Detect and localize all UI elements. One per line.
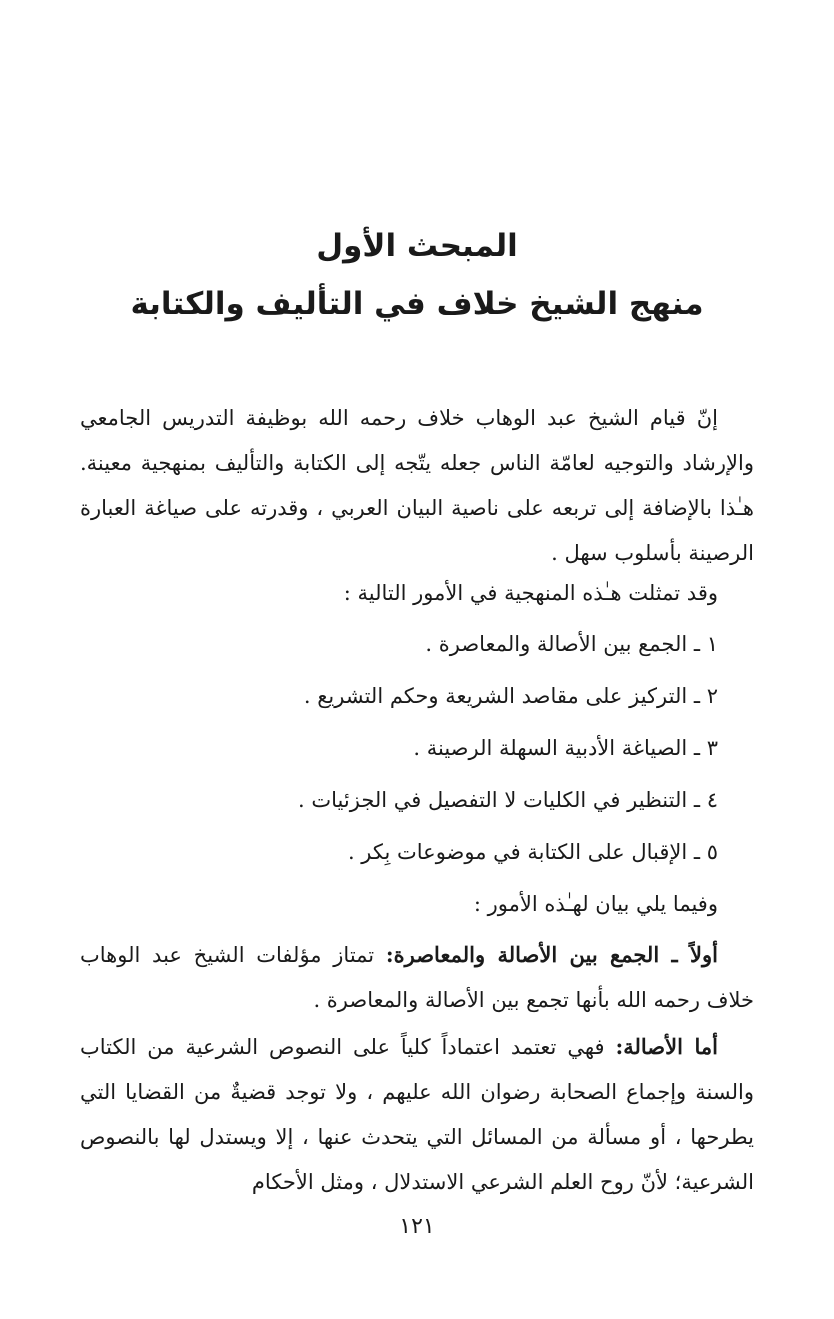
section-first-text: تمتاز مؤلفات الشيخ عبد الوهاب خلاف رحمه الله بأنها تجمع بين الأصالة والمعاصرة . (80, 943, 754, 1012)
list-outro: وفيما يلي بيان لهـٰذه الأمور : (473, 892, 718, 916)
list-item-2: ٢ ـ التركيز على مقاصد الشريعة وحكم التشريع . (303, 684, 718, 708)
list-item-5: ٥ ـ الإقبال على الكتابة في موضوعات بِكر . (347, 840, 718, 864)
page-number: ١٢١ (399, 1214, 435, 1239)
list-item-3: ٣ ـ الصياغة الأدبية السهلة الرصينة . (413, 736, 718, 760)
book-page (80, 0, 754, 1319)
list-item-1: ١ ـ الجمع بين الأصالة والمعاصرة . (425, 632, 718, 656)
list-item-4: ٤ ـ التنظير في الكليات لا التفصيل في الجزئيات . (298, 788, 718, 812)
section-asala-text: فهي تعتمد اعتماداً كلياً على النصوص الشرعية من الكتاب والسنة وإجماع الصحابة رضوان الله عليهم ، ولا توجد قضيةٌ من القضايا التي يطرحها ، أو مسألة من المسائل التي يتحدث عنها ، إلا ويستدل لها بالنصوص الشرعية؛ لأنّ روح العلم الشرعي الاستدلال ، ومثل الأحكام (80, 1035, 754, 1194)
chapter-subtitle: منهج الشيخ خلاف في التأليف والكتابة (130, 286, 704, 322)
list-intro: وقد تمثلت هـٰذه المنهجية في الأمور التالية : (343, 581, 718, 605)
section-asala-label: أما الأصالة: (615, 1034, 719, 1059)
intro-paragraph: إنّ قيام الشيخ عبد الوهاب خلاف رحمه الله بوظيفة التدريس الجامعي والإرشاد والتوجيه لعامّة الناس جعله يتّجه إلى الكتابة والتأليف بمنهجية معينة. هـٰذا بالإضافة إلى تربعه على ناصية البيان العربي ، وقدرته على صياغة العبارة الرصينة بأسلوب سهل . (80, 406, 754, 565)
chapter-title: المبحث الأول (316, 228, 518, 264)
section-asala-paragraph (80, 1024, 754, 1205)
section-first-label: أولاً ـ الجمع بين الأصالة والمعاصرة: (385, 942, 718, 967)
section-first-paragraph (80, 932, 754, 1023)
